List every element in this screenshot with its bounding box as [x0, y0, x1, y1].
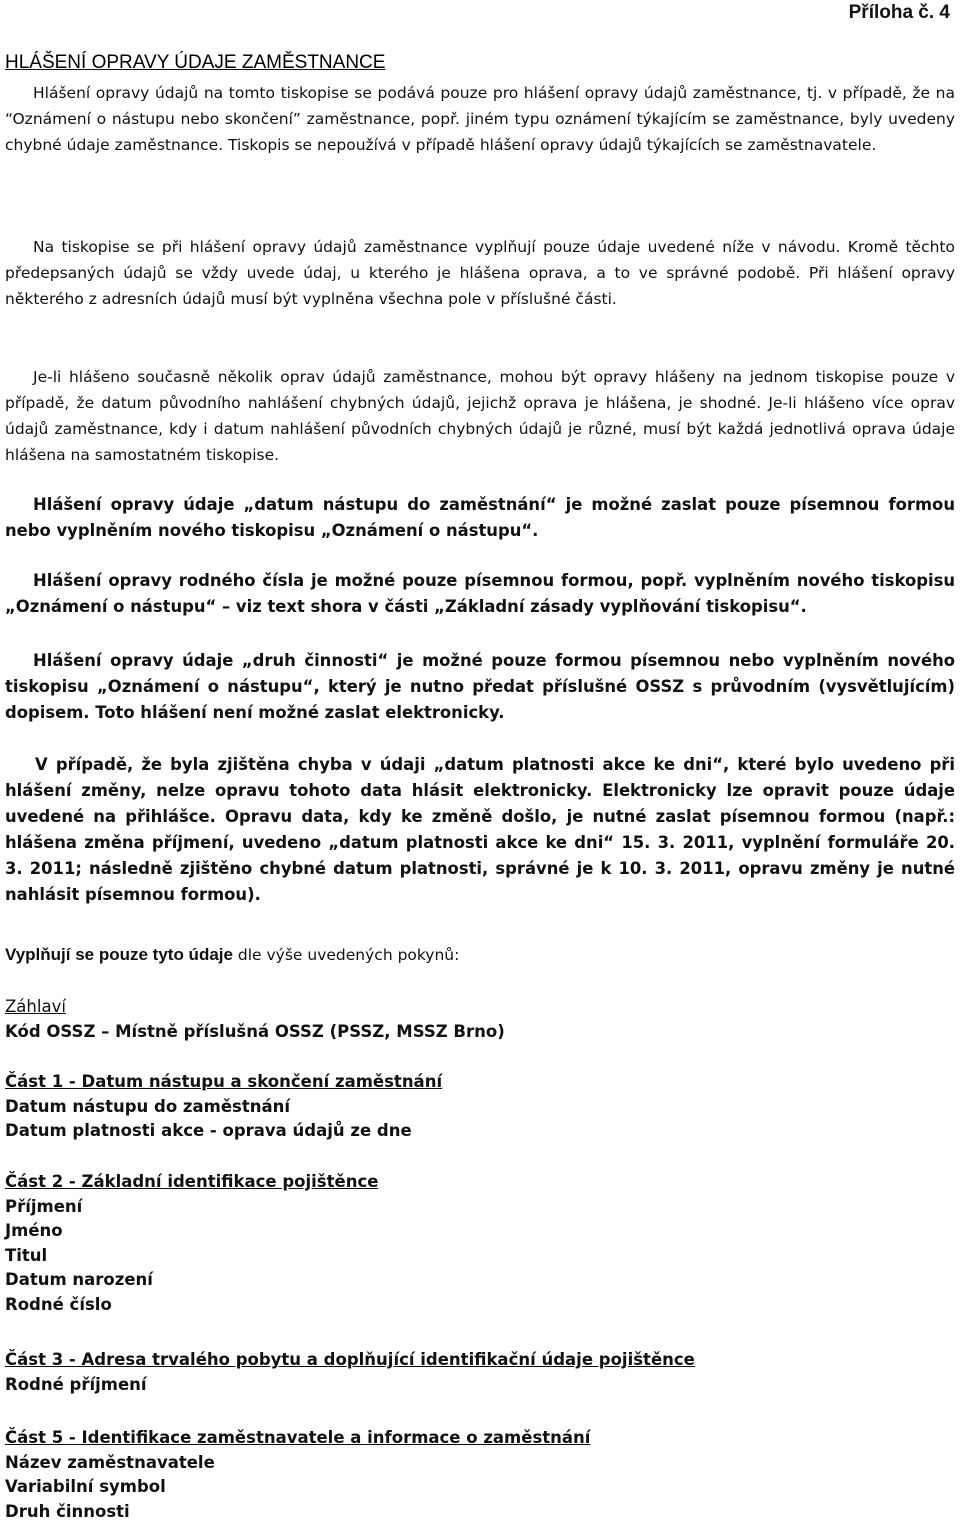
- section-heading-part-1: Část 1 - Datum nástupu a skončení zaměstnání: [5, 1072, 443, 1091]
- field-item: Název zaměstnavatele: [5, 1452, 215, 1472]
- paragraph-birth-number: Hlášení opravy rodného čísla je možné pouze písemnou formou, popř. vyplněním nového tiskopisu „Oznámení o nástupu“ – viz text shora v části „Základní zásady vyplňování tiskopisu“.: [5, 571, 955, 616]
- field-item: Datum narození: [5, 1270, 153, 1289]
- section-part-5: [5, 1426, 955, 1524]
- field-item: Příjmení: [5, 1196, 83, 1216]
- fill-intro-rest: dle výše uvedených pokynů:: [232, 946, 460, 964]
- section-part-2: [5, 1170, 955, 1317]
- section-header: [5, 995, 955, 1044]
- field-item: Druh činnosti: [5, 1501, 130, 1521]
- paragraph-multiple-corrections: Je-li hlášeno současně několik oprav údajů zaměstnance, mohou být opravy hlášeny na jednom tiskopise pouze v případě, že datum původního nahlášení chybných údajů, jejichž oprava je hlášena, je shodné. Je-li hlášeno více oprav údajů zaměstnance, kdy i datum nahlášení původních chybných údajů je různé, musí být každá jednotlivá oprava údaje hlášena na samostatném tiskopise.: [5, 368, 955, 464]
- field-item: Datum nástupu do zaměstnání: [5, 1096, 291, 1116]
- section-heading-part-2: Část 2 - Základní identifikace pojištěnce: [5, 1172, 379, 1191]
- paragraph-validity-date: V případě, že byla zjištěna chyba v údaji „datum platnosti akce ke dni“, které bylo uvedeno při hlášení změny, nelze opravu tohoto data hlásit elektronicky. Elektronicky lze opravit pouze údaje uvedené na přihlášce. Opravu data, kdy ke změně došlo, je nutné zaslat písemnou formou (např.: hlášena změna příjmení, uvedeno „datum platnosti akce ke dni“ 15. 3. 2011, vyplnění formuláře 20. 3. 2011; následně zjištěno chybné datum platnosti, správné je k 10. 3. 2011, opravu změny je nutné nahlásit písemnou formou).: [5, 755, 955, 904]
- paragraph-activity-type: Hlášení opravy údaje „druh činnosti“ je možné pouze formou písemnou nebo vyplněním nového tiskopisu „Oznámení o nástupu“, který je nutno předat příslušné OSSZ s průvodním (vysvětlujícím) dopisem. Toto hlášení není možné zaslat elektronicky.: [5, 651, 955, 722]
- field-item: Variabilní symbol: [5, 1477, 166, 1496]
- annex-label: Příloha č. 4: [848, 2, 950, 23]
- section-part-1: [5, 1070, 955, 1144]
- section-heading-part-3: Část 3 - Adresa trvalého pobytu a doplňující identifikační údaje pojištěnce: [5, 1350, 695, 1369]
- paragraph-fill-rules: Na tiskopise se při hlášení opravy údajů zaměstnance vyplňují pouze údaje uvedené níže v návodu. Kromě těchto předepsaných údajů se vždy uvede údaj, u kterého je hlášena oprava, a to ve správné podobě. Při hlášení opravy některého z adresních údajů musí být vyplněna všechna pole v příslušné části.: [5, 238, 955, 308]
- field-item: Jméno: [5, 1221, 63, 1240]
- paragraph-scope: Hlášení opravy údajů na tomto tiskopise se podává pouze pro hlášení opravy údajů zaměstnance, tj. v případě, že na “Oznámení o nástupu nebo skončení” zaměstnance, popř. jiném typu oznámení týkajícím se zaměstnance, byly uvedeny chybné údaje zaměstnance. Tiskopis se nepoužívá v případě hlášení opravy údajů týkajících se zaměstnavatele.: [5, 84, 955, 154]
- section-part-3: [5, 1348, 955, 1397]
- field-item: Datum platnosti akce - oprava údajů ze dne: [5, 1121, 412, 1140]
- field-item: Titul: [5, 1245, 48, 1265]
- fill-intro-lead: Vyplňují se pouze tyto údaje: [5, 945, 233, 964]
- paragraph-start-date: Hlášení opravy údaje „datum nástupu do zaměstnání“ je možné zaslat pouze písemnou formou nebo vyplněním nového tiskopisu „Oznámení o nástupu“.: [5, 495, 955, 540]
- document-title: HLÁŠENÍ OPRAVY ÚDAJE ZAMĚSTNANCE: [5, 52, 386, 73]
- fill-intro: [5, 942, 955, 968]
- section-heading-header: Záhlaví: [5, 997, 66, 1016]
- field-item: Rodné číslo: [5, 1294, 112, 1314]
- field-item: Kód OSSZ – Místně příslušná OSSZ (PSSZ, MSSZ Brno): [5, 1021, 505, 1041]
- section-heading-part-5: Část 5 - Identifikace zaměstnavatele a informace o zaměstnání: [5, 1428, 591, 1447]
- field-item: Rodné příjmení: [5, 1374, 147, 1394]
